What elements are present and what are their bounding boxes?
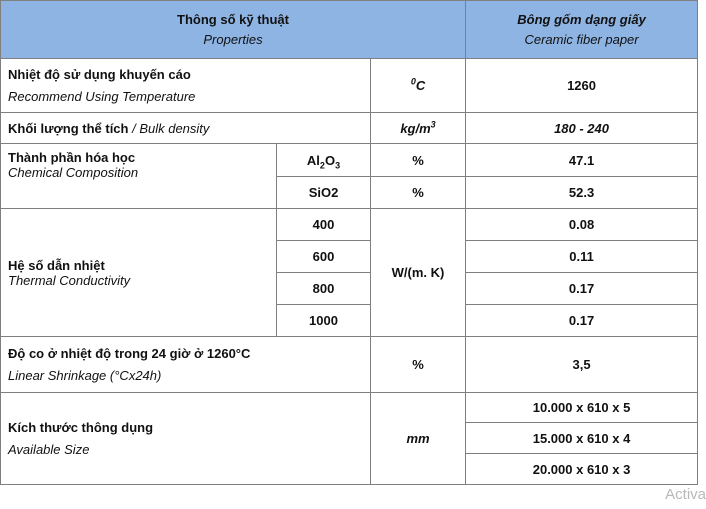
table-row-density bbox=[1, 113, 698, 144]
conductivity-value-400: 0.08 bbox=[466, 209, 698, 241]
header-properties-sub: Properties bbox=[203, 31, 263, 47]
conductivity-temp-1000: 1000 bbox=[277, 305, 371, 337]
conductivity-value-600: 0.11 bbox=[466, 241, 698, 273]
table-row-conductivity-400 bbox=[1, 209, 698, 241]
size-label-en: Available Size bbox=[8, 442, 90, 457]
conductivity-label: Hệ số dẫn nhiệt bbox=[8, 257, 105, 273]
composition-label: Thành phần hóa học bbox=[8, 150, 136, 165]
table-row-composition-al2o3 bbox=[1, 144, 698, 177]
composition-label-cell bbox=[1, 144, 277, 209]
temperature-label: Nhiệt độ sử dụng khuyến cáo bbox=[8, 67, 191, 82]
conductivity-value-1000: 0.17 bbox=[466, 305, 698, 337]
conductivity-label-en: Thermal Conductivity bbox=[8, 272, 131, 288]
shrinkage-label: Độ co ở nhiệt độ trong 24 giờ ở 1260°C bbox=[8, 346, 251, 361]
table-row-temperature bbox=[1, 59, 698, 113]
composition-unit-al2o3: % bbox=[371, 144, 466, 177]
table-row-shrinkage bbox=[1, 337, 698, 393]
conductivity-temp-400: 400 bbox=[277, 209, 371, 241]
composition-formula-sio2: SiO2 bbox=[277, 177, 371, 209]
temperature-value: 1260 bbox=[466, 59, 698, 113]
temperature-unit: $^0$C bbox=[371, 59, 466, 113]
table-header-row bbox=[1, 1, 698, 59]
conductivity-temp-800: 800 bbox=[277, 273, 371, 305]
density-unit: $kg/m^3$ bbox=[371, 113, 466, 144]
size-value-1: 10.000 x 610 x 5 bbox=[466, 393, 698, 423]
shrinkage-value: 3,5 bbox=[466, 337, 698, 393]
density-label-cell bbox=[1, 113, 371, 144]
density-value: 180 - 240 bbox=[466, 113, 698, 144]
header-product-sub: Ceramic fiber paper bbox=[524, 31, 639, 47]
composition-value-sio2: 52.3 bbox=[466, 177, 698, 209]
temperature-label-cell bbox=[1, 59, 371, 113]
size-label-cell bbox=[1, 393, 371, 485]
composition-label-en: Chemical Composition bbox=[8, 165, 139, 180]
composition-value-al2o3: 47.1 bbox=[466, 144, 698, 177]
conductivity-unit: W/(m. K) bbox=[371, 209, 466, 337]
composition-unit-sio2: % bbox=[371, 177, 466, 209]
composition-formula-al2o3: $Al_2O_3$ bbox=[277, 144, 371, 177]
header-properties bbox=[1, 1, 466, 59]
header-product bbox=[466, 1, 698, 59]
header-product-label: Bông gốm dạng giấy bbox=[517, 11, 646, 27]
size-unit: mm bbox=[371, 393, 466, 485]
size-label: Kích thước thông dụng bbox=[8, 420, 154, 435]
conductivity-temp-600: 600 bbox=[277, 241, 371, 273]
size-value-3: 20.000 x 610 x 3 bbox=[466, 454, 698, 485]
density-label-en: / Bulk density bbox=[128, 120, 210, 136]
shrinkage-unit: % bbox=[371, 337, 466, 393]
conductivity-label-cell bbox=[1, 209, 277, 337]
conductivity-value-800: 0.17 bbox=[466, 273, 698, 305]
activation-watermark: Activa bbox=[665, 486, 706, 503]
size-value-2: 15.000 x 610 x 4 bbox=[466, 423, 698, 454]
header-properties-label: Thông số kỹ thuật bbox=[177, 11, 289, 27]
temperature-label-en: Recommend Using Temperature bbox=[8, 89, 196, 104]
density-label: Khối lượng thể tích bbox=[8, 120, 129, 136]
shrinkage-label-en: Linear Shrinkage (°Cx24h) bbox=[8, 368, 162, 383]
table-row-size-1 bbox=[1, 393, 698, 423]
shrinkage-label-cell bbox=[1, 337, 371, 393]
